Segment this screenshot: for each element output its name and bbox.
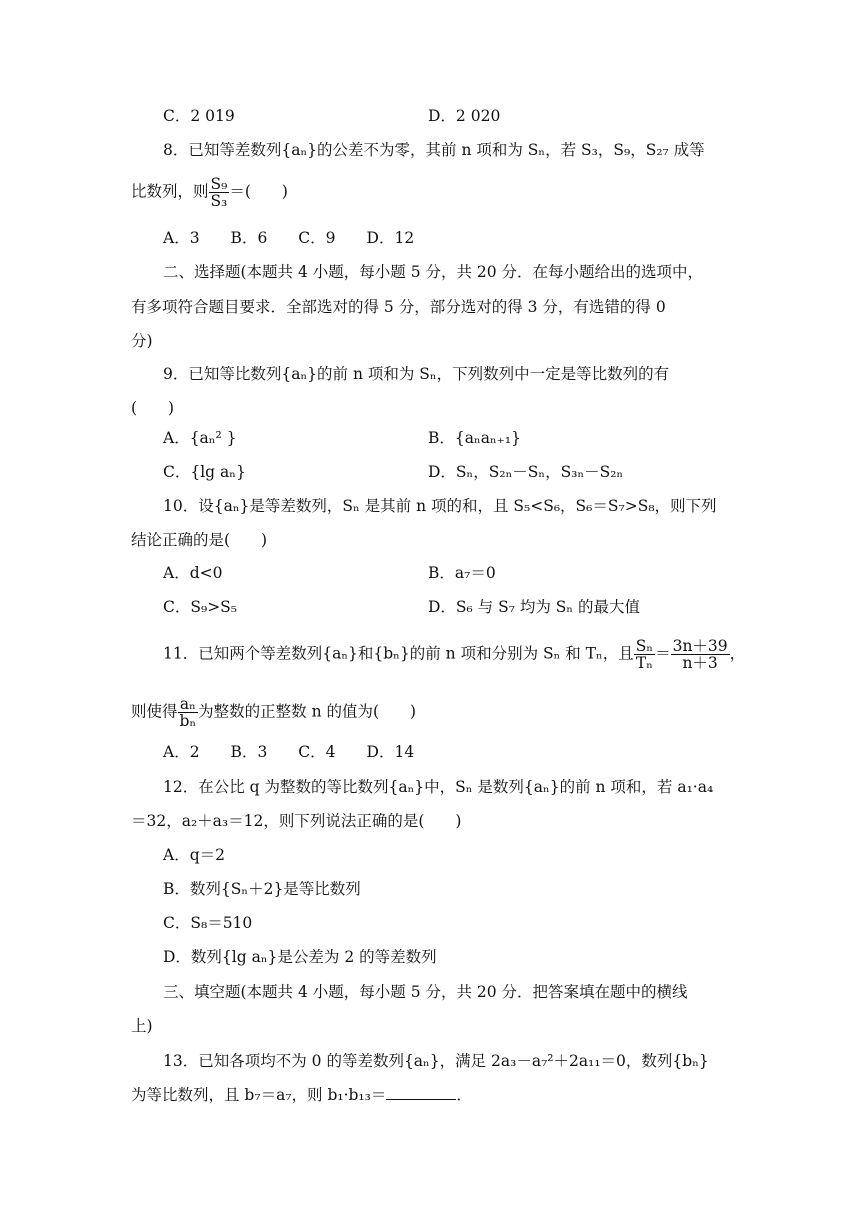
q13-prefix: 为等比数列，且 b₇＝a₇，则 b₁·b₁₃＝ [131, 1086, 387, 1104]
option-d: D．S₆ 与 S₇ 均为 Sₙ 的最大值 [428, 598, 641, 616]
question-13-line-1: 13．已知各项均不为 0 的等差数列{aₙ}，满足 2a₃－a₇²＋2a₁₁＝0，数列{bₙ} [163, 1052, 709, 1070]
option-b: B．a₇＝0 [428, 564, 496, 582]
section-3-line-2: 上) [131, 1017, 153, 1035]
answer-blank[interactable] [386, 1085, 456, 1100]
q13-suffix: ． [456, 1086, 472, 1104]
question-11-line-2 [131, 696, 416, 729]
fraction-numerator: aₙ [178, 696, 199, 713]
question-10-line-2: 结论正确的是( ) [131, 531, 268, 549]
option-d: D．2 020 [428, 107, 501, 125]
option-a: A．d<0 [163, 564, 223, 582]
question-8-line-2 [131, 176, 288, 209]
fraction-denominator: Tₙ [635, 654, 653, 672]
question-11-line-1 [163, 638, 745, 671]
question-8-options: A．3 B．6 C．9 D．12 [163, 229, 415, 247]
question-12-line-1: 12．在公比 q 为整数的等比数列{aₙ}中，Sₙ 是数列{aₙ}的前 n 项和，若 a₁·a₄ [163, 778, 714, 796]
fraction-numerator: Sₙ [635, 637, 654, 655]
section-2-line-1: 二、选择题(本题共 4 小题，每小题 5 分，共 20 分．在每小题给出的选项中， [163, 263, 704, 281]
option-b: B．{aₙaₙ₊₁} [428, 429, 521, 447]
q8-suffix: ＝( ) [229, 182, 288, 201]
fraction-an-bn [178, 696, 199, 729]
q11-comma: ， [729, 644, 746, 663]
question-11-options: A．2 B．3 C．4 D．14 [163, 743, 415, 761]
question-13-line-2 [131, 1085, 472, 1105]
q11-line2-prefix: 则使得 [131, 702, 178, 721]
fraction-denominator: n＋3 [682, 654, 718, 672]
section-3-line-1: 三、填空题(本题共 4 小题，每小题 5 分，共 20 分．把答案填在题中的横线 [163, 983, 688, 1001]
option-c: C．2 019 [163, 107, 235, 125]
option-a: A．{aₙ² } [163, 429, 237, 447]
fraction-s9-s3 [209, 176, 230, 209]
fraction-numerator: S₉ [210, 175, 228, 193]
fraction-numerator: 3n＋39 [672, 637, 728, 655]
section-2-line-3: 分) [131, 332, 153, 350]
option-c: C．{lg aₙ} [163, 463, 246, 481]
option-c: C．S₈＝510 [163, 914, 253, 932]
q8-prefix: 比数列，则 [131, 182, 209, 201]
q11-prefix: 11．已知两个等差数列{aₙ}和{bₙ}的前 n 项和分别为 Sₙ 和 Tₙ，且 [163, 644, 634, 663]
equals-sign: ＝ [655, 644, 671, 663]
fraction-3n39-n3 [671, 638, 730, 671]
fraction-denominator: S₃ [210, 192, 228, 210]
fraction-denominator: bₙ [179, 712, 197, 730]
fraction-sn-tn [634, 638, 655, 671]
option-d: D．数列{lg aₙ}是公差为 2 的等差数列 [163, 948, 437, 966]
option-c: C．S₉>S₅ [163, 598, 238, 616]
question-8-line-1: 8．已知等差数列{aₙ}的公差不为零，其前 n 项和为 Sₙ，若 S₃，S₉，S₂₇ 成等 [163, 141, 705, 159]
question-12-line-2: ＝32，a₂＋a₃＝12，则下列说法正确的是( ) [131, 812, 462, 830]
option-a: A．q＝2 [163, 846, 225, 864]
option-b: B．数列{Sₙ＋2}是等比数列 [163, 880, 361, 898]
question-9-line-1: 9．已知等比数列{aₙ}的前 n 项和为 Sₙ，下列数列中一定是等比数列的有 [163, 365, 670, 383]
section-2-line-2: 有多项符合题目要求．全部选对的得 5 分，部分选对的得 3 分，有选错的得 0 [131, 298, 666, 316]
q11-line2-suffix: 为整数的正整数 n 的值为( ) [198, 702, 417, 721]
question-9-line-2: ( ) [131, 399, 175, 417]
option-d: D．Sₙ，S₂ₙ－Sₙ，S₃ₙ－S₂ₙ [428, 463, 624, 481]
question-10-line-1: 10．设{aₙ}是等差数列，Sₙ 是其前 n 项的和，且 S₅<S₆，S₆＝S₇>S₈，则下列 [163, 497, 717, 515]
